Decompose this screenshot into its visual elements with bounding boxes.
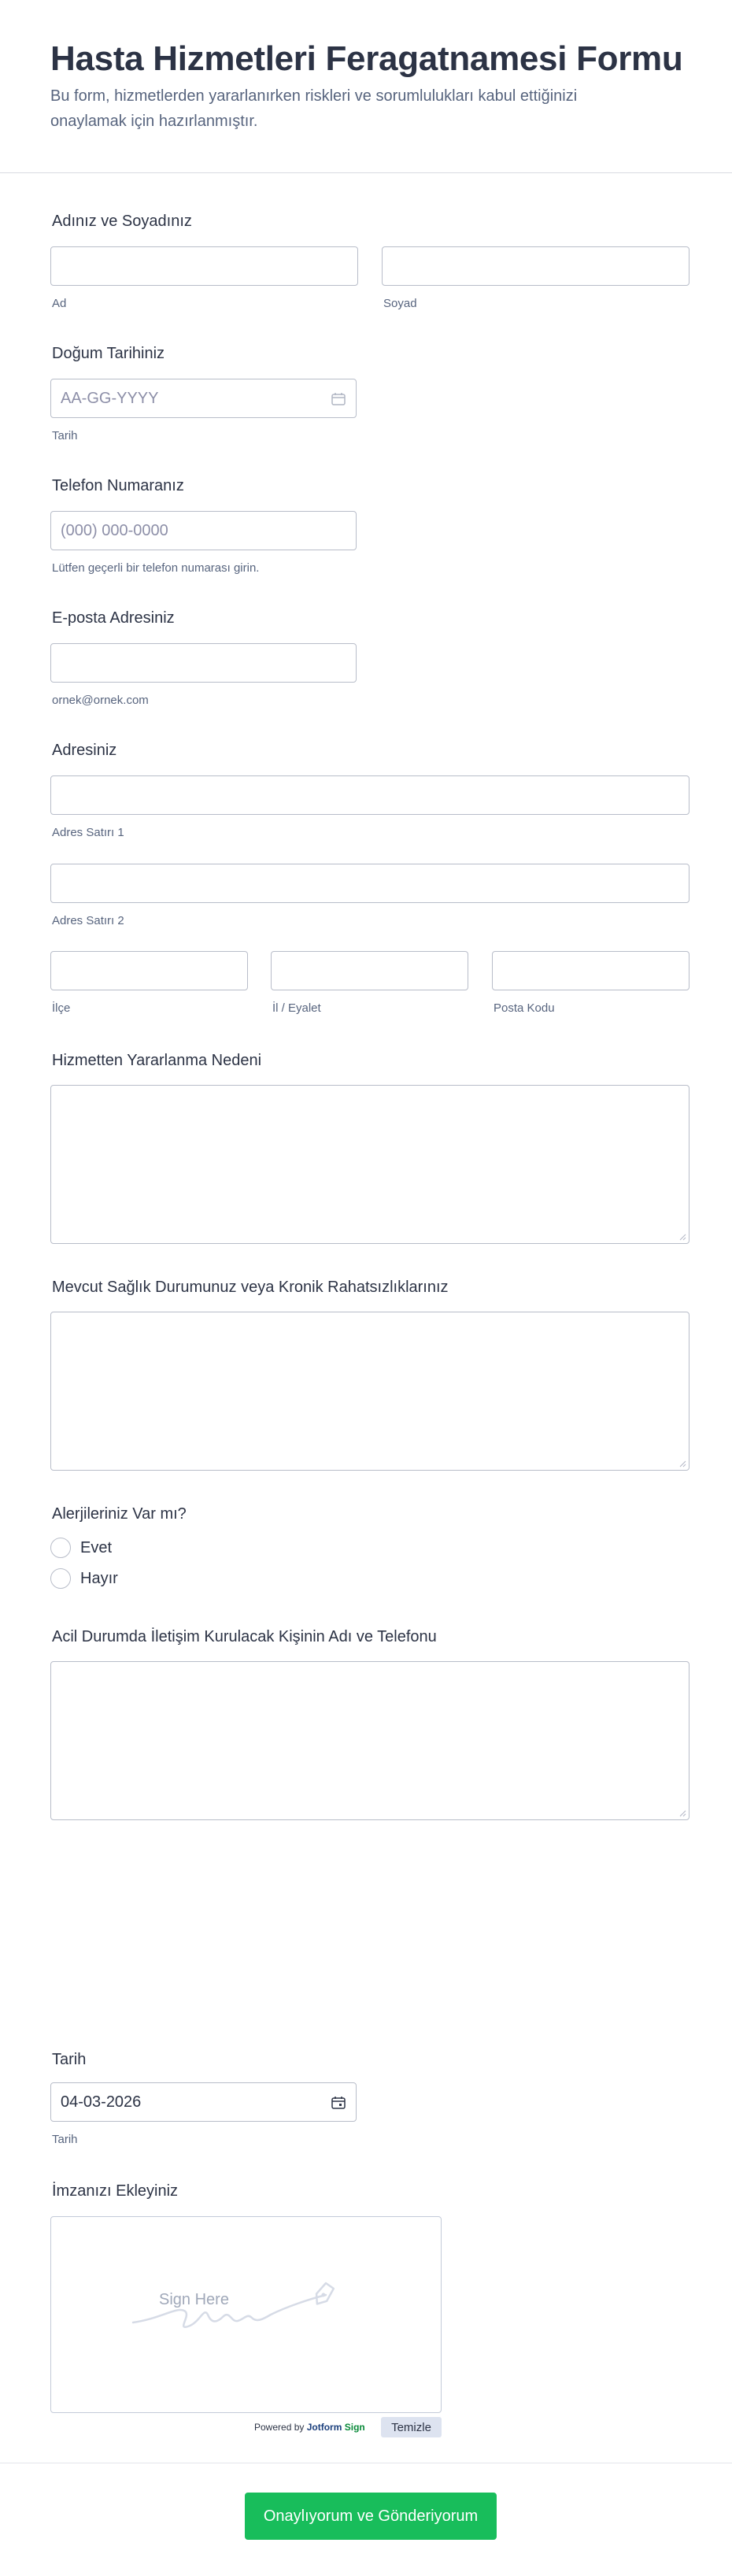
- first-name-sublabel: Ad: [52, 297, 67, 310]
- address-line2-sublabel: Adres Satırı 2: [52, 914, 124, 927]
- birth-date-label: Doğum Tarihiniz: [52, 345, 165, 362]
- phone-input[interactable]: [50, 511, 357, 550]
- birth-date-input[interactable]: [50, 379, 357, 418]
- date-sublabel: Tarih: [52, 2133, 78, 2146]
- form-description: Bu form, hizmetlerden yararlanırken riskleri ve sorumlulukları kabul ettiğinizi onaylamak için hazırlanmıştır.: [50, 87, 578, 130]
- reason-textarea[interactable]: [50, 1085, 689, 1244]
- postal-code-sublabel: Posta Kodu: [494, 1001, 555, 1015]
- powered-by-prefix: Powered by: [254, 2422, 305, 2433]
- powered-by: [254, 2422, 365, 2433]
- province-sublabel: İl / Eyalet: [272, 1001, 321, 1015]
- reason-label: Hizmetten Yararlanma Nedeni: [52, 1052, 262, 1069]
- first-name-input[interactable]: [50, 246, 358, 286]
- radio-button[interactable]: [50, 1538, 71, 1558]
- address-line1-input[interactable]: [50, 775, 689, 815]
- date-label: Tarih: [52, 2051, 87, 2068]
- submit-button[interactable]: Onaylıyorum ve Gönderiyorum: [245, 2493, 497, 2540]
- signature-hint: Sign Here: [159, 2291, 229, 2308]
- province-input[interactable]: [271, 951, 468, 990]
- email-sublabel: ornek@ornek.com: [52, 694, 149, 707]
- phone-sublabel: Lütfen geçerli bir telefon numarası girin.: [52, 561, 260, 575]
- calendar-icon[interactable]: [331, 391, 346, 407]
- district-input[interactable]: [50, 951, 248, 990]
- resize-grip-icon[interactable]: [678, 1809, 686, 1817]
- signature-label: İmzanızı Ekleyiniz: [52, 2182, 179, 2200]
- phone-placeholder: (000) 000-0000: [61, 521, 168, 539]
- jotform-sign-logo: [307, 2422, 365, 2433]
- resize-grip-icon[interactable]: [678, 1460, 686, 1468]
- name-label: Adınız ve Soyadınız: [52, 213, 192, 230]
- address-line1-sublabel: Adres Satırı 1: [52, 826, 124, 839]
- allergy-option-no[interactable]: [50, 1568, 118, 1589]
- form-title: Hasta Hizmetleri Feragatnamesi Formu: [50, 39, 683, 78]
- emergency-contact-textarea[interactable]: [50, 1661, 689, 1820]
- health-textarea[interactable]: [50, 1312, 689, 1471]
- form-header: [0, 0, 732, 173]
- health-label: Mevcut Sağlık Durumunuz veya Kronik Rahatsızlıklarınız: [52, 1279, 449, 1296]
- last-name-sublabel: Soyad: [383, 297, 417, 310]
- calendar-icon[interactable]: [331, 2095, 346, 2111]
- brand-sign: Sign: [344, 2422, 365, 2433]
- radio-button[interactable]: [50, 1568, 71, 1589]
- birth-date-sublabel: Tarih: [52, 429, 78, 442]
- last-name-input[interactable]: [382, 246, 689, 286]
- allergy-label: Alerjileriniz Var mı?: [52, 1505, 187, 1523]
- postal-code-input[interactable]: [492, 951, 689, 990]
- district-sublabel: İlçe: [52, 1001, 71, 1015]
- date-value: 04-03-2026: [61, 2093, 142, 2111]
- address-line2-input[interactable]: [50, 864, 689, 903]
- email-input[interactable]: [50, 643, 357, 683]
- email-label: E-posta Adresiniz: [52, 609, 175, 627]
- resize-grip-icon[interactable]: [678, 1233, 686, 1241]
- phone-label: Telefon Numaranız: [52, 477, 184, 494]
- brand-name: Jotform: [306, 2422, 342, 2433]
- radio-label-yes: Evet: [80, 1538, 113, 1556]
- address-label: Adresiniz: [52, 742, 117, 759]
- clear-signature-button[interactable]: Temizle: [381, 2417, 442, 2437]
- birth-date-placeholder: AA-GG-YYYY: [61, 389, 159, 407]
- emergency-contact-label: Acil Durumda İletişim Kurulacak Kişinin Adı ve Telefonu: [52, 1628, 437, 1645]
- radio-label-no: Hayır: [80, 1569, 118, 1587]
- allergy-option-yes[interactable]: [50, 1538, 112, 1558]
- date-input[interactable]: [50, 2082, 357, 2122]
